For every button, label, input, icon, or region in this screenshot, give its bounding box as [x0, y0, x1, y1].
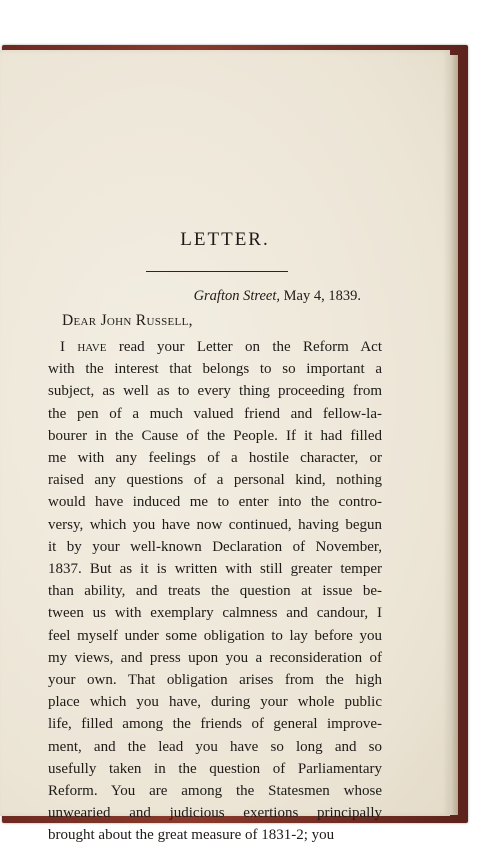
- body-line: with the interest that belongs to so important a: [48, 361, 382, 378]
- body-line: brought about the great measure of 1831-2; you: [48, 827, 335, 844]
- body-line: usefully taken in the question of Parliamentary: [48, 760, 382, 777]
- body-line: bourer in the Cause of the People. If it had filled: [48, 427, 382, 444]
- body-line: raised any questions of a personal kind, nothing: [48, 472, 382, 489]
- body-line: ment, and the lead you have so long and so: [48, 738, 382, 755]
- body-line: my views, and press upon you a reconsideration of: [48, 649, 382, 666]
- body-line: it by your well-known Declaration of November,: [48, 538, 382, 555]
- body-line: the pen of a much valued friend and fellow-la-: [48, 405, 382, 422]
- body-line: life, filled among the friends of general improve-: [48, 716, 382, 733]
- body-line: would have induced me to enter into the contro-: [48, 494, 382, 511]
- body-line: subject, as well as to every thing proceeding from: [48, 383, 382, 400]
- dateline-place: Grafton Street,: [193, 288, 281, 304]
- body-line: feel myself under some obligation to lay before you: [48, 627, 382, 644]
- body-line: place which you have, during your whole public: [48, 694, 382, 711]
- lead-word: I have: [60, 339, 107, 355]
- book-page: [0, 50, 450, 844]
- dateline-date: May 4, 1839.: [280, 288, 361, 304]
- letter-heading: LETTER.: [180, 229, 270, 250]
- body-line: tween us with exemplary calmness and candour, I: [48, 605, 382, 622]
- heading-rule: [146, 271, 288, 272]
- body-line: 1837. But as it is written with still greater temper: [48, 561, 382, 578]
- body-line: I have read your Letter on the Reform Act: [60, 339, 382, 355]
- body-line: versy, which you have now continued, having begun: [48, 516, 382, 533]
- body-line: Reform. You are among the Statesmen whose: [48, 783, 382, 800]
- salutation: Dear John Russell,: [62, 312, 193, 329]
- letter-body: [48, 336, 382, 847]
- body-line: me with any feelings of a hostile character, or: [48, 450, 382, 467]
- body-line: unwearied and judicious exertions principally: [48, 805, 382, 822]
- body-line: your own. That obligation arises from the high: [48, 672, 382, 689]
- body-line: than ability, and treats the question at issue be-: [48, 583, 382, 600]
- dateline: [194, 288, 361, 305]
